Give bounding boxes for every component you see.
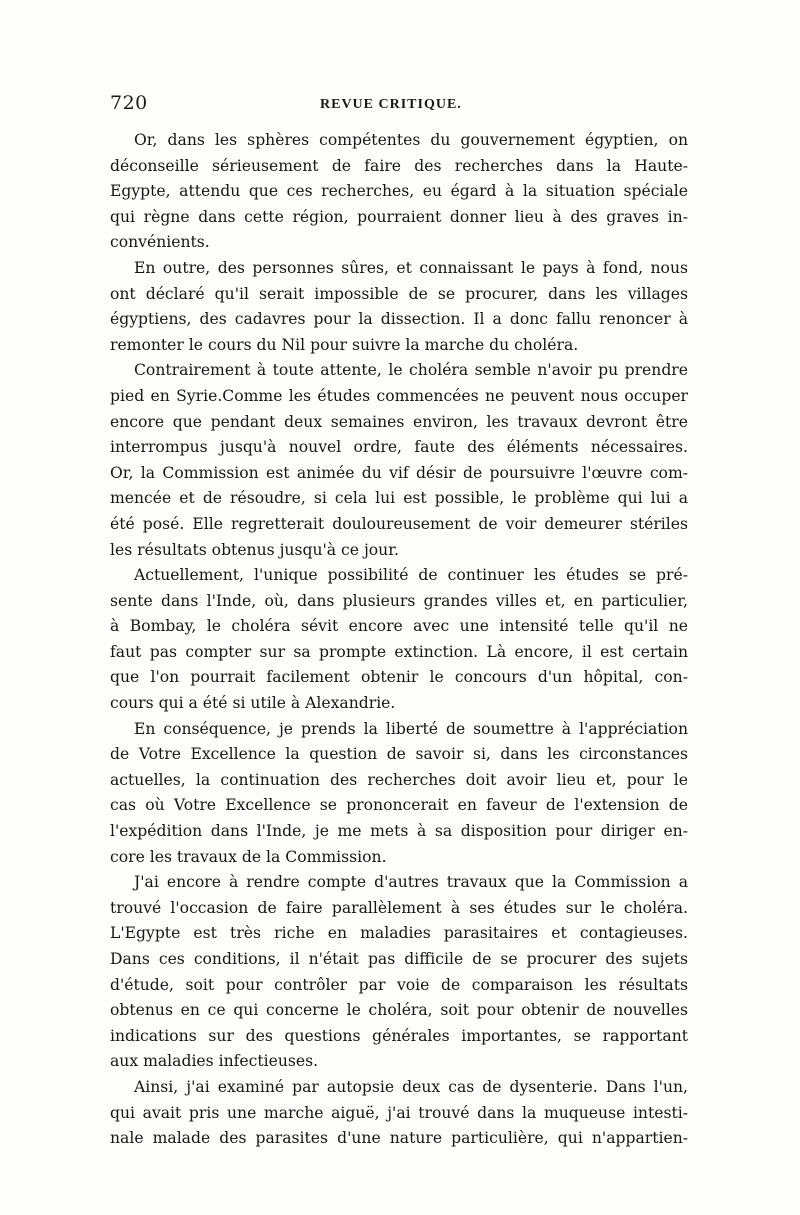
text-line: En outre, des personnes sûres, et connaissant le pays à fond, nous: [134, 258, 688, 277]
text-line: mencée et de résoudre, si cela lui est possible, le problème qui lui a: [110, 489, 688, 508]
text-line: nale malade des parasites d'une nature particulière, qui n'appartien-: [110, 1129, 688, 1148]
text-line: qui règne dans cette région, pourraient donner lieu à des graves in-: [110, 207, 688, 226]
text-line: Or, la Commission est animée du vif désir de poursuivre l'œuvre com-: [110, 463, 688, 482]
text-line: sente dans l'Inde, où, dans plusieurs grandes villes et, en particulier,: [110, 591, 688, 610]
text-line: Dans ces conditions, il n'était pas difficile de se procurer des sujets: [110, 950, 688, 968]
text-line: l'expédition dans l'Inde, je me mets à sa disposition pour diriger en-: [110, 822, 688, 841]
text-line: d'étude, soit pour contrôler par voie de comparaison les résultats: [110, 975, 688, 994]
text-line: été posé. Elle regretterait douloureusement de voir demeurer stériles: [110, 514, 688, 533]
text-line: remonter le cours du Nil pour suivre la marche du choléra.: [110, 335, 579, 354]
text-line: que l'on pourrait facilement obtenir le concours d'un hôpital, con-: [110, 668, 688, 687]
text-line: indications sur des questions générales importantes, se rapportant: [110, 1026, 688, 1045]
text-line: trouvé l'occasion de faire parallèlement à ses études sur le choléra.: [110, 898, 688, 917]
text-line: Contrairement à toute attente, le choléra semble n'avoir pu prendre: [134, 361, 688, 380]
text-line: core les travaux de la Commission.: [110, 847, 387, 866]
text-line: les résultats obtenus jusqu'à ce jour.: [110, 540, 399, 559]
text-line: actuelles, la continuation des recherches doit avoir lieu et, pour le: [110, 770, 688, 789]
text-line: J'ai encore à rendre compte d'autres travaux que la Commission a: [134, 873, 688, 892]
running-title: REVUE CRITIQUE.: [320, 97, 462, 112]
text-line: L'Egypte est très riche en maladies parasitaires et contagieuses.: [110, 924, 688, 943]
text-line: faut pas compter sur sa prompte extinction. Là encore, il est certain: [110, 642, 688, 661]
text-line: qui avait pris une marche aiguë, j'ai trouvé dans la muqueuse intesti-: [110, 1103, 688, 1122]
text-line: encore que pendant deux semaines environ, les travaux devront être: [110, 412, 688, 431]
text-line: de Votre Excellence la question de savoir si, dans les circonstances: [110, 745, 688, 764]
text-line: Actuellement, l'unique possibilité de continuer les études se pré-: [134, 566, 688, 585]
text-line: égyptiens, des cadavres pour la dissection. Il a donc fallu renoncer à: [110, 310, 688, 329]
body-text: [110, 128, 688, 1152]
text-line: pied en Syrie.Comme les études commencées ne peuvent nous occuper: [110, 386, 688, 405]
text-line: aux maladies infectieuses.: [110, 1052, 319, 1071]
text-line: En conséquence, je prends la liberté de soumettre à l'appréciation: [134, 719, 688, 738]
text-line: convénients.: [110, 233, 210, 252]
page-header: [110, 92, 688, 122]
text-line: ont déclaré qu'il serait impossible de se procurer, dans les villages: [110, 284, 688, 303]
text-line: Or, dans les sphères compétentes du gouvernement égyptien, on: [134, 131, 688, 149]
text-line: déconseille sérieusement de faire des recherches dans la Haute-: [110, 156, 688, 175]
text-line: cours qui a été si utile à Alexandrie.: [110, 694, 396, 713]
text-line: cas où Votre Excellence se prononcerait en faveur de l'extension de: [110, 796, 688, 815]
text-line: Egypte, attendu que ces recherches, eu égard à la situation spéciale: [110, 182, 688, 201]
text-line: à Bombay, le choléra sévit encore avec une intensité telle qu'il ne: [110, 617, 688, 636]
text-line: Ainsi, j'ai examiné par autopsie deux cas de dysenterie. Dans l'un,: [134, 1077, 688, 1096]
text-line: interrompus jusqu'à nouvel ordre, faute des éléments nécessaires.: [110, 438, 688, 457]
page-number: 720: [110, 92, 148, 114]
text-line: obtenus en ce qui concerne le choléra, soit pour obtenir de nouvelles: [110, 1001, 688, 1020]
